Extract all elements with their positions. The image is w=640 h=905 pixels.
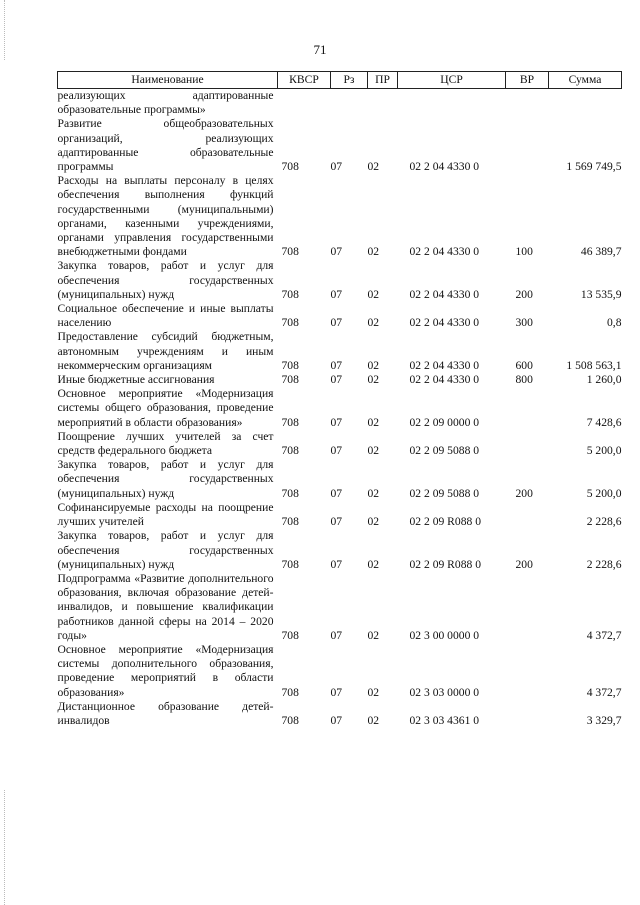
cell-sum: 46 389,7 — [580, 245, 622, 259]
cell-name: Социальное обеспечение и иные выплаты населению — [57, 302, 274, 330]
cell-csr: 02 2 09 5088 0 — [409, 444, 480, 458]
cell-csr: 02 2 04 4330 0 — [409, 160, 480, 174]
cell-pr — [368, 89, 398, 118]
cell-csr: 02 2 09 R088 0 — [409, 515, 481, 529]
cell-rz: 07 — [330, 415, 343, 429]
header-row — [58, 72, 622, 89]
table-row — [58, 501, 622, 529]
cell-sum: 2 228,6 — [586, 515, 622, 529]
cell-rz: 07 — [330, 358, 343, 372]
cell-csr: 02 2 04 4330 0 — [409, 287, 480, 301]
cell-kvsr: 708 — [281, 515, 299, 529]
table-row — [58, 529, 622, 572]
table-row — [58, 174, 622, 259]
header-pr: ПР — [368, 72, 398, 89]
cell-vr: 600 — [515, 358, 533, 372]
cell-sum: 2 228,6 — [586, 557, 622, 571]
table-row — [58, 373, 622, 387]
cell-name: реализующих адаптированные образовательные программы» — [57, 89, 274, 117]
table-row — [58, 302, 622, 330]
cell-csr: 02 2 04 4330 0 — [409, 373, 480, 387]
cell-pr: 02 — [367, 245, 380, 259]
cell-csr: 02 3 03 4361 0 — [409, 713, 480, 727]
table-row — [58, 458, 622, 501]
table-row — [58, 700, 622, 728]
cell-rz: 07 — [330, 245, 343, 259]
cell-sum: 4 372,7 — [586, 685, 622, 699]
cell-csr — [398, 89, 506, 118]
table-row — [58, 259, 622, 302]
cell-pr: 02 — [367, 444, 380, 458]
cell-kvsr: 708 — [281, 160, 299, 174]
cell-kvsr: 708 — [281, 713, 299, 727]
cell-vr — [506, 117, 549, 174]
cell-csr: 02 2 04 4330 0 — [409, 316, 480, 330]
cell-rz: 07 — [330, 713, 343, 727]
cell-pr: 02 — [367, 160, 380, 174]
scan-margin-mark — [4, 790, 7, 905]
cell-name: Закупка товаров, работ и услуг для обеспечения государственных (муниципальных) нужд — [57, 458, 274, 500]
cell-rz: 07 — [330, 486, 343, 500]
cell-name: Поощрение лучших учителей за счет средств федерального бюджета — [57, 429, 274, 458]
cell-pr: 02 — [367, 316, 380, 330]
cell-pr: 02 — [367, 373, 380, 387]
cell-pr: 02 — [367, 713, 380, 727]
cell-kvsr — [278, 89, 331, 118]
header-name: Наименование — [58, 72, 278, 89]
table-row — [58, 387, 622, 430]
cell-kvsr: 708 — [281, 415, 299, 429]
cell-rz: 07 — [330, 160, 343, 174]
cell-vr: 200 — [515, 287, 533, 301]
header-sum: Сумма — [549, 72, 622, 89]
cell-kvsr: 708 — [281, 316, 299, 330]
cell-csr: 02 2 04 4330 0 — [409, 358, 480, 372]
page-number: 71 — [313, 42, 327, 57]
header-csr: ЦСР — [398, 72, 506, 89]
cell-kvsr: 708 — [281, 287, 299, 301]
cell-vr — [506, 501, 549, 529]
budget-table — [57, 71, 622, 728]
cell-pr: 02 — [367, 557, 380, 571]
cell-pr: 02 — [367, 628, 380, 642]
cell-vr — [506, 643, 549, 700]
cell-kvsr: 708 — [281, 685, 299, 699]
cell-pr: 02 — [367, 358, 380, 372]
cell-vr — [506, 89, 549, 118]
table-header — [58, 72, 622, 89]
cell-name: Основное мероприятие «Модернизация системы общего образования, проведение мероприятий в области образования» — [57, 387, 274, 429]
cell-sum: 1 569 749,5 — [566, 160, 622, 174]
cell-sum: 7 428,6 — [586, 415, 622, 429]
cell-pr: 02 — [367, 287, 380, 301]
cell-vr — [506, 700, 549, 728]
cell-name: Основное мероприятие «Модернизация системы дополнительного образования, проведение мероприятий в области образования» — [57, 642, 274, 699]
cell-name: Софинансируемые расходы на поощрение лучших учителей — [57, 500, 274, 529]
cell-sum: 0,8 — [607, 316, 622, 330]
header-vr: ВР — [506, 72, 549, 89]
cell-pr: 02 — [367, 415, 380, 429]
cell-kvsr: 708 — [281, 358, 299, 372]
cell-sum: 4 372,7 — [586, 628, 622, 642]
scan-margin-mark — [4, 0, 7, 60]
cell-sum — [549, 89, 622, 118]
cell-sum: 1 508 563,1 — [566, 358, 622, 372]
table-row — [58, 643, 622, 700]
table-row — [58, 330, 622, 373]
cell-csr: 02 2 09 0000 0 — [409, 415, 480, 429]
cell-kvsr: 708 — [281, 486, 299, 500]
cell-name: Иные бюджетные ассигнования — [57, 373, 215, 387]
cell-csr: 02 3 03 0000 0 — [409, 685, 480, 699]
cell-kvsr: 708 — [281, 444, 299, 458]
cell-kvsr: 708 — [281, 557, 299, 571]
header-kvsr: КВСР — [278, 72, 331, 89]
cell-rz: 07 — [330, 557, 343, 571]
cell-name: Развитие общеобразовательных организаций, реализующих адаптированные образовательные программы — [57, 117, 274, 174]
table-body — [58, 89, 622, 729]
cell-name: Расходы на выплаты персоналу в целях обеспечения выполнения функций государственными (муниципальными) органами, казенными учреждениями, органами управления государственными внебюджетными фондами — [57, 174, 274, 259]
cell-name: Предоставление субсидий бюджетным, автономным учреждениям и иным некоммерческим организациям — [57, 330, 274, 372]
cell-rz: 07 — [330, 316, 343, 330]
cell-rz: 07 — [330, 685, 343, 699]
cell-vr: 200 — [515, 557, 533, 571]
cell-rz: 07 — [330, 287, 343, 301]
cell-kvsr: 708 — [281, 245, 299, 259]
cell-pr: 02 — [367, 486, 380, 500]
cell-kvsr: 708 — [281, 373, 299, 387]
cell-vr: 100 — [515, 245, 533, 259]
cell-name: Подпрограмма «Развитие дополнительного образования, включая образование детей-инвалидов, и повышение квалификации работников данной сферы на 2014 – 2020 годы» — [57, 571, 274, 642]
cell-sum: 5 200,0 — [586, 486, 622, 500]
cell-csr: 02 3 00 0000 0 — [409, 628, 480, 642]
cell-vr — [506, 387, 549, 430]
cell-sum: 5 200,0 — [586, 444, 622, 458]
table-row — [58, 572, 622, 643]
cell-pr: 02 — [367, 515, 380, 529]
cell-name: Дистанционное образование детей-инвалидов — [57, 699, 274, 727]
cell-rz: 07 — [330, 628, 343, 642]
cell-vr: 800 — [515, 373, 533, 387]
cell-rz: 07 — [330, 444, 343, 458]
cell-pr: 02 — [367, 685, 380, 699]
header-rz: Рз — [331, 72, 368, 89]
cell-rz — [331, 89, 368, 118]
cell-sum: 1 260,0 — [586, 373, 622, 387]
cell-sum: 13 535,9 — [580, 287, 622, 301]
table-row — [58, 117, 622, 174]
cell-csr: 02 2 04 4330 0 — [409, 245, 480, 259]
cell-csr: 02 2 09 R088 0 — [409, 557, 481, 571]
cell-sum: 3 329,7 — [586, 713, 622, 727]
cell-vr: 300 — [515, 316, 533, 330]
cell-kvsr: 708 — [281, 628, 299, 642]
cell-csr: 02 2 09 5088 0 — [409, 486, 480, 500]
cell-name: Закупка товаров, работ и услуг для обеспечения государственных (муниципальных) нужд — [57, 259, 274, 301]
cell-vr: 200 — [515, 486, 533, 500]
cell-rz: 07 — [330, 373, 343, 387]
cell-vr — [506, 572, 549, 643]
table-row — [58, 430, 622, 458]
cell-vr — [506, 430, 549, 458]
table-row — [58, 89, 622, 118]
cell-rz: 07 — [330, 515, 343, 529]
cell-name: Закупка товаров, работ и услуг для обеспечения государственных (муниципальных) нужд — [57, 529, 274, 571]
